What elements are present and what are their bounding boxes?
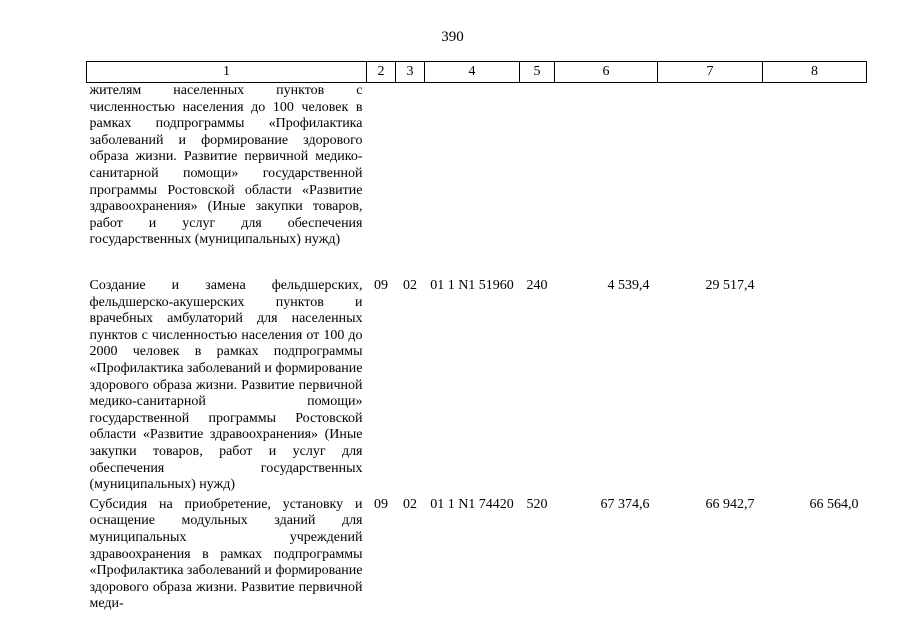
target-article-code: 01 1 N1 51960	[430, 278, 514, 293]
amount-col-8	[763, 275, 867, 494]
amount-col-7: 66 942,7	[705, 496, 755, 512]
table-row	[87, 275, 867, 494]
row-description: жителям населенных пунктов с численностью населения до 100 человек в рамках подпрограммы «Профилактика заболеваний и формирование здорового образа жизни. Развитие первичной медико-санитарной помощи» государственной программы Ростовской области «Развитие здравоохранения» (Иные закупки товаров, работ и услуг для обеспечения государственных (муниципальных) нужд)	[89, 83, 363, 248]
budget-table	[86, 61, 867, 613]
expense-type-code	[520, 83, 555, 276]
amount-col-8	[763, 83, 867, 276]
amount-col-6	[555, 83, 658, 276]
subsection-code: 02	[403, 278, 417, 293]
column-header-7: 7	[658, 62, 763, 83]
column-header-5: 5	[520, 62, 555, 83]
subsection-code	[396, 83, 425, 276]
expense-type-code: 520	[526, 496, 548, 512]
section-code	[367, 83, 396, 276]
amount-col-8: 66 564,0	[809, 496, 859, 512]
row-description: Субсидия на приобретение, установку и оснащение модульных зданий для муниципальных учреждений здравоохранения в рамках подпрограммы «Профилактика заболеваний и формирование здорового образа жизни. Развитие первичной меди-	[89, 496, 363, 612]
section-code: 09	[374, 496, 388, 512]
expense-type-code: 240	[526, 278, 548, 293]
section-code: 09	[374, 278, 388, 293]
column-header-1: 1	[87, 62, 367, 83]
amount-col-7	[658, 83, 763, 276]
table-header	[87, 62, 867, 83]
column-header-8: 8	[763, 62, 867, 83]
target-article-code	[425, 83, 520, 276]
page-number: 390	[441, 29, 464, 45]
table-row	[87, 83, 867, 276]
target-article-code: 01 1 N1 74420	[430, 496, 514, 512]
column-header-4: 4	[425, 62, 520, 83]
row-description: Создание и замена фельдшерских, фельдшерско-акушерских пунктов и врачебных амбулаторий для населенных пунктов с численностью населения от 100 до 2000 человек в рамках подпрограммы «Профилактика заболеваний и формирование здорового образа жизни. Развитие первичной медико-санитарной помощи» государственной программы Ростовской области «Развитие здравоохранения» (Иные закупки товаров, работ и услуг для обеспечения государственных (муниципальных) нужд)	[89, 278, 363, 493]
column-header-6: 6	[555, 62, 658, 83]
table-row	[87, 494, 867, 613]
amount-col-7: 29 517,4	[705, 278, 755, 293]
column-header-3: 3	[396, 62, 425, 83]
amount-col-6: 67 374,6	[600, 496, 650, 512]
amount-col-6: 4 539,4	[607, 278, 650, 293]
column-header-2: 2	[367, 62, 396, 83]
subsection-code: 02	[403, 496, 417, 512]
